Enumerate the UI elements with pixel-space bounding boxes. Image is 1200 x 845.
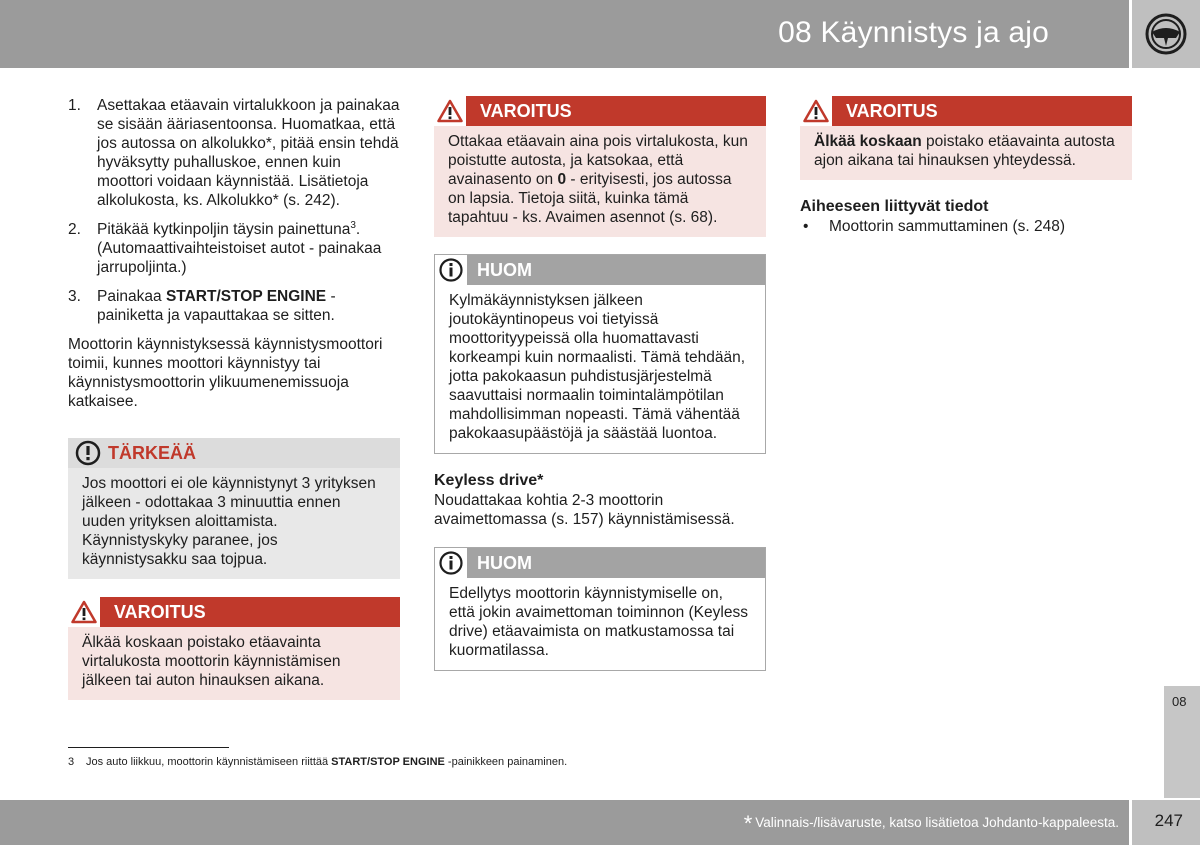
related-link-text: Moottorin sammuttaminen (s. 248) (829, 218, 1066, 235)
footnote-ref: 3 (350, 219, 356, 231)
page-number-box (1132, 800, 1200, 845)
footer-note (743, 811, 1119, 836)
column-1 (68, 96, 400, 700)
step-1 (68, 96, 400, 210)
warning-text (800, 126, 1132, 180)
chapter-title: 08 Käynnistys ja ajo (778, 16, 1049, 49)
footnote (68, 755, 567, 769)
footnote-button-name: START/STOP ENGINE (331, 756, 445, 768)
steering-wheel-icon (1142, 12, 1190, 56)
warning-text-part: - erityisesti, jos autossa on lapsia. Tietoja siitä, kuinka tämä tapahtuu - ks. Avaimen asennot (s. 68). (448, 171, 732, 226)
warning-box (68, 597, 400, 700)
warning-triangle-icon (800, 96, 832, 126)
note-header (435, 255, 765, 285)
note-box (434, 254, 766, 454)
note-label: HUOM (477, 259, 532, 280)
keyless-heading: Keyless drive* (434, 472, 544, 489)
footnote-number: 3 (68, 756, 75, 768)
header-icon-box (1132, 0, 1200, 68)
note-box (434, 547, 766, 671)
note-label: HUOM (477, 552, 532, 573)
warning-triangle-icon (68, 597, 100, 627)
warning-label: VAROITUS (114, 601, 206, 622)
step-text: Asettakaa etäavain virtalukkoon ja painakaa se sisään ääriasentoonsa. Huomatkaa, että jos autossa on alkolukko*, pitää ensin tehdä hyväksytty puhalluskoe, ennen kuin moottori voidaan käynnistää. Lisätietoja alkolukosta, ks. Alkolukko* (s. 242). (97, 97, 400, 209)
related-heading: Aiheeseen liittyvät tiedot (800, 198, 989, 215)
warning-box (434, 96, 766, 237)
warning-text: Älkää koskaan poistako etäavainta virtalukosta moottorin käynnistämisen jälkeen tai auton hinauksen aikana. (68, 627, 400, 700)
warning-header (68, 597, 400, 627)
bullet: • (803, 218, 809, 235)
warning-text (434, 126, 766, 237)
note-header (435, 548, 765, 578)
warning-emphasis: Älkää koskaan (814, 133, 922, 150)
starter-paragraph: Moottorin käynnistyksessä käynnistysmoottori toimii, kunnes moottori käynnistyy tai käynnistysmoottorin ylikuumenemissuoja katkaisee. (68, 336, 383, 410)
step-text: Pitäkää kytkinpoljin täysin painettuna (97, 221, 351, 238)
info-icon (435, 255, 467, 285)
note-text: Edellytys moottorin käynnistymiselle on, että jokin avaimettoman toiminnon (Keyless drive) etäavaimista on matkustamossa tai kuormatilassa. (435, 578, 765, 670)
warning-label: VAROITUS (846, 100, 938, 121)
start-steps-list (68, 96, 400, 325)
footnote-divider (68, 747, 229, 748)
footnote-text: Jos auto liikkuu, moottorin käynnistämiseen riittää (86, 756, 332, 768)
step-3 (68, 287, 400, 325)
key-position-value: 0 (557, 171, 567, 188)
step-text: Painakaa (97, 288, 166, 305)
info-icon (435, 548, 467, 578)
related-list (800, 217, 1132, 236)
chapter-tab-label: 08 (1172, 694, 1187, 709)
warning-triangle-icon (434, 96, 466, 126)
important-label: TÄRKEÄÄ (108, 442, 196, 463)
keyless-text: Noudattakaa kohtia 2-3 moottorin avaimettomassa (s. 157) käynnistämisessä. (434, 492, 735, 528)
important-header (68, 438, 400, 468)
footnote-text-cont: -painikkeen painaminen. (444, 756, 568, 768)
step-number: 3. (68, 288, 81, 305)
step-text-cont: -painiketta ja vapauttakaa se sitten. (97, 288, 336, 324)
warning-label: VAROITUS (480, 100, 572, 121)
column-3 (800, 96, 1132, 236)
button-name: START/STOP ENGINE (165, 288, 327, 305)
footer-bar (0, 800, 1129, 845)
chapter-tab (1164, 686, 1200, 798)
warning-text-part: poistako etäavainta autosta ajon aikana tai hinauksen yhteydessä. (814, 133, 1115, 169)
related-link[interactable] (800, 217, 1132, 236)
footer-note-text: Valinnais-/lisävaruste, katso lisätietoa Johdanto-kappaleesta. (755, 815, 1119, 830)
warning-header (800, 96, 1132, 126)
page-number: 247 (1154, 811, 1183, 830)
column-2 (434, 96, 766, 671)
warning-text-part: Ottakaa etäavain aina pois virtalukosta, kun poistutte autosta, ja katsokaa, että avainasento on (448, 133, 748, 188)
warning-box (800, 96, 1132, 180)
asterisk: * (743, 811, 753, 836)
header-bar (0, 0, 1129, 68)
note-text: Kylmäkäynnistyksen jälkeen joutokäyntinopeus voi tietyissä moottorityypeissä olla huomattavasti korkeampi kuin normaalisti. Tämä tehdään, jotta pakokaasun puhdistusjärjestelmä saavuttaisi normaalin toimintalämpötilan mahdollisimman nopeasti. Tämä vähentää pakokaasupäästöjä ja säästää luontoa. (435, 285, 765, 453)
exclamation-icon (68, 440, 108, 466)
warning-header (434, 96, 766, 126)
important-text: Jos moottori ei ole käynnistynyt 3 yrityksen jälkeen - odottakaa 3 minuuttia ennen uuden yrityksen aloittamista. Käynnistyskyky paranee, jos käynnistysakku saa tojpua. (68, 468, 400, 579)
important-box (68, 438, 400, 579)
step-2 (68, 220, 400, 277)
step-text-cont: . (Automaattivaihteistoiset autot - painakaa jarrupoljinta.) (97, 221, 382, 276)
step-number: 1. (68, 97, 81, 114)
step-number: 2. (68, 221, 81, 238)
